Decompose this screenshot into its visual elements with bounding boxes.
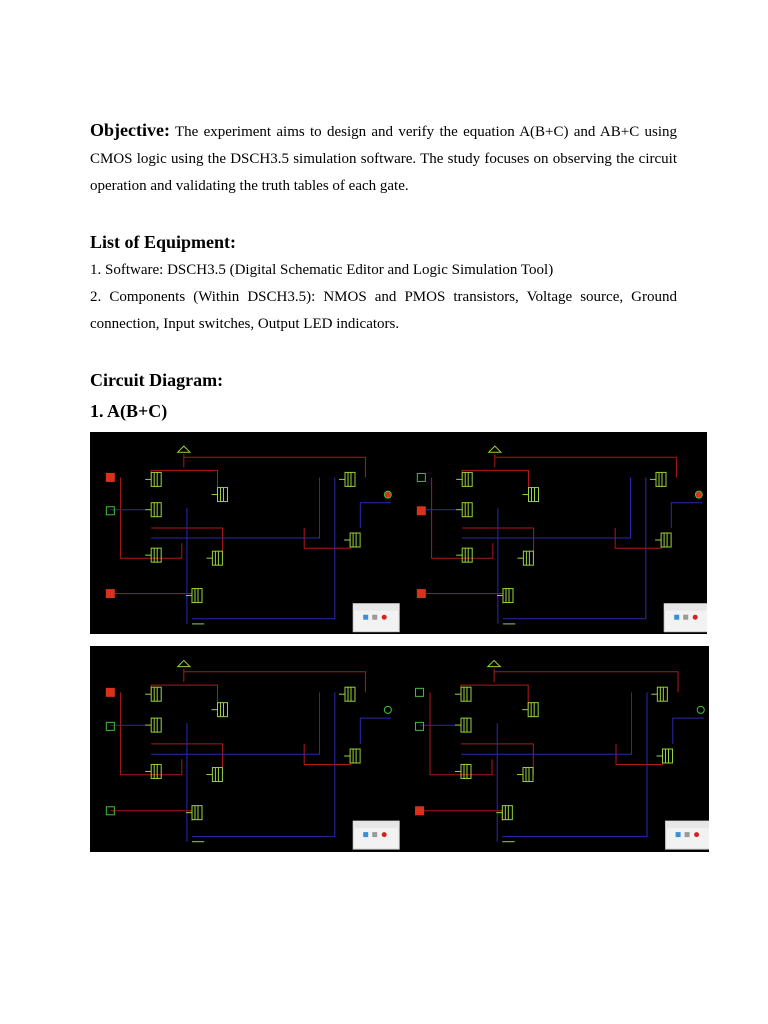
vdd-symbol [178,660,190,666]
transistor [206,768,222,782]
objective-label: Objective: [90,120,170,140]
pullup-wire [184,672,366,693]
input-switch [416,688,424,696]
transistor [212,488,228,502]
input-wire [110,594,192,604]
transistor [212,703,228,717]
transistor [145,472,161,486]
transistor [145,687,161,701]
transistor [650,472,666,486]
transistor [655,533,671,547]
vdd-symbol [489,446,501,452]
input-switch [417,507,425,515]
vdd-symbol [178,446,190,452]
transistor [657,749,673,763]
transistor [145,548,161,562]
input-wire [430,692,492,774]
objective-text: The experiment aims to design and verify the equation A(B+C) and AB+C using CMOS logic using the DSCH3.5 simulation software. The study focuses on observing the circuit operation and validating the truth tables of each gate. [90,124,677,194]
transistor [522,703,538,717]
input-switch [106,507,114,515]
circuit-schematic-row-1 [90,432,707,634]
output-led [697,706,704,713]
transistor [455,687,471,701]
equipment-item-1: 1. Software: DSCH3.5 (Digital Schematic Editor and Logic Simulation Tool) [90,262,554,278]
output-led [695,491,702,498]
input-wire [432,478,493,559]
pullup-wire [495,457,677,477]
transistor [651,687,667,701]
transistor [344,533,360,547]
node-wire [151,692,319,754]
transistor [455,718,471,732]
node-wire [151,478,319,539]
input-switch [417,473,425,481]
transistor [145,718,161,732]
objective-paragraph [90,117,677,200]
transistor [206,551,222,565]
input-switch [106,688,114,696]
input-switch [417,590,425,598]
transistor [497,589,513,603]
simulation-dialog [353,604,399,632]
input-switch [416,722,424,730]
output-wire [360,718,391,744]
node-wire [461,692,632,754]
input-wire [421,594,503,604]
transistor [496,806,512,820]
input-switch [106,590,114,598]
circuit-diagram-heading: Circuit Diagram: [90,370,224,390]
output-wire [673,718,704,744]
equipment-heading: List of Equipment: [90,232,237,252]
input-wire [121,478,182,559]
transistor [339,687,355,701]
output-wire [360,503,391,528]
node-wire [462,478,630,539]
pullup-wire [184,457,366,477]
transistor [186,806,202,820]
transistor [456,503,472,517]
transistor [456,548,472,562]
transistor [186,589,202,603]
simulation-dialog [666,821,709,849]
circuit-subheading: 1. A(B+C) [90,401,168,421]
output-wire [671,503,702,528]
input-switch [106,473,114,481]
input-wire [110,811,192,821]
circuit-schematic-row-2 [90,646,709,852]
circuit-screenshot-2 [417,446,707,632]
circuit-screenshot-1 [106,446,399,632]
transistor [455,764,471,778]
vdd-symbol [488,660,500,666]
simulation-dialog [664,604,707,632]
input-wire [420,811,503,821]
transistor [145,503,161,517]
transistor [339,472,355,486]
equipment-item-2: 2. Components (Within DSCH3.5): NMOS and PMOS transistors, Voltage source, Ground connection, Input switches, Output LED indicators. [90,289,677,332]
circuit-screenshot-row-1 [90,432,707,634]
transistor [517,768,533,782]
input-switch [416,807,424,815]
transistor [145,764,161,778]
pullup-wire [494,672,678,693]
input-switch [106,722,114,730]
output-led [384,491,391,498]
circuit-screenshot-3 [106,660,399,849]
simulation-dialog [353,821,399,849]
transistor [344,749,360,763]
input-wire [121,692,182,774]
transistor [523,488,539,502]
circuit-screenshot-4 [416,660,709,849]
output-led [384,706,391,713]
circuit-screenshot-row-2 [90,646,709,852]
transistor [517,551,533,565]
transistor [456,472,472,486]
